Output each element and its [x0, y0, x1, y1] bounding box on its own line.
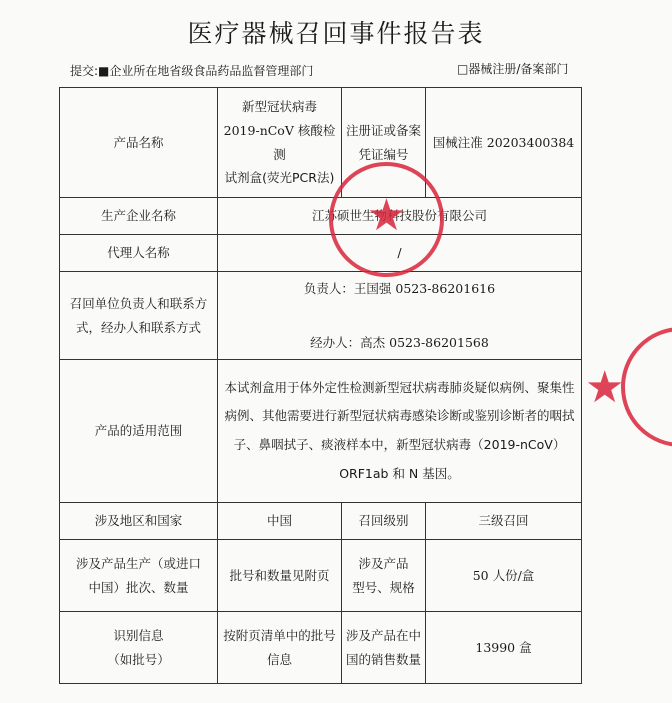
model-value: 50 人份/盒	[426, 540, 582, 612]
product-name-value	[218, 88, 342, 198]
submit-to-provincial: 提交:■企业所在地省级食品药品监督管理部门	[70, 64, 314, 78]
batch-value: 批号和数量见附页	[218, 540, 342, 612]
row-manufacturer	[60, 198, 582, 235]
ident-label-line: 识别信息	[113, 627, 164, 643]
row-batch	[60, 540, 582, 612]
row-scope	[60, 360, 582, 503]
contact-label-line: 召回单位负责人和联系方	[69, 295, 208, 311]
ident-value-line: 信息	[266, 651, 292, 667]
company-seal-partial	[585, 327, 672, 447]
ident-value	[218, 612, 342, 684]
contact-value	[218, 272, 582, 360]
ident-label-line: （如批号）	[107, 651, 170, 667]
region-label: 涉及地区和国家	[60, 503, 218, 540]
product-name-line: 新型冠状病毒	[241, 99, 317, 114]
seal-star-icon: ★	[585, 362, 625, 413]
product-name-line: 2019-nCoV 核酸检测	[223, 122, 336, 162]
contact-label-line: 式，经办人和联系方式	[75, 319, 201, 335]
submit-to-registration: □器械注册/备案部门	[457, 62, 569, 76]
row-identification	[60, 612, 582, 684]
row-product-name	[60, 88, 582, 198]
recall-report-table	[59, 87, 582, 684]
product-name-line: 试剂盒(荧光PCR法)	[224, 170, 335, 186]
sales-label	[342, 612, 426, 684]
region-value: 中国	[218, 503, 342, 540]
sales-label-line: 涉及产品在中	[346, 627, 422, 643]
row-region	[60, 503, 582, 540]
product-name-label: 产品名称	[60, 88, 218, 198]
ident-label	[60, 612, 218, 684]
sales-label-line: 国的销售数量	[346, 651, 422, 667]
page-title: 医疗器械召回事件报告表	[187, 19, 485, 48]
ident-value-line: 按附页清单中的批号	[223, 627, 336, 643]
batch-label-line: 涉及产品生产（或进口	[75, 555, 201, 571]
registration-label-line: 注册证或备案	[346, 122, 422, 138]
batch-label	[60, 540, 218, 612]
registration-value: 国械注准 20203400384	[426, 88, 582, 198]
contact-head: 负责人：王国强 0523-86201616	[303, 281, 496, 296]
manufacturer-value: 江苏硕世生物科技股份有限公司	[218, 198, 582, 235]
scope-value: 本试剂盒用于体外定性检测新型冠状病毒肺炎疑似病例、聚集性病例、其他需要进行新型冠状病毒感染诊断或鉴别诊断者的咽拭子、鼻咽拭子、痰液样本中，新型冠状病毒（2019-nCoV）ORF1ab 和 N 基因。	[218, 360, 582, 503]
agent-label: 代理人名称	[60, 235, 218, 272]
model-label-line: 型号、规格	[352, 579, 415, 595]
manufacturer-label: 生产企业名称	[60, 198, 218, 235]
model-label-line: 涉及产品	[358, 555, 409, 571]
contact-handler: 经办人：高杰 0523-86201568	[310, 334, 489, 350]
batch-label-line: 中国）批次、数量	[88, 579, 189, 595]
contact-label	[60, 272, 218, 360]
registration-label-line: 凭证编号	[358, 146, 409, 162]
row-contact	[60, 272, 582, 360]
level-label: 召回级别	[342, 503, 426, 540]
sales-value: 13990 盒	[426, 612, 582, 684]
agent-value: /	[218, 235, 582, 272]
level-value: 三级召回	[426, 503, 582, 540]
registration-label	[342, 88, 426, 198]
seal-star-icon: ★	[366, 190, 407, 241]
model-label	[342, 540, 426, 612]
row-agent	[60, 235, 582, 272]
scope-label: 产品的适用范围	[60, 360, 218, 503]
